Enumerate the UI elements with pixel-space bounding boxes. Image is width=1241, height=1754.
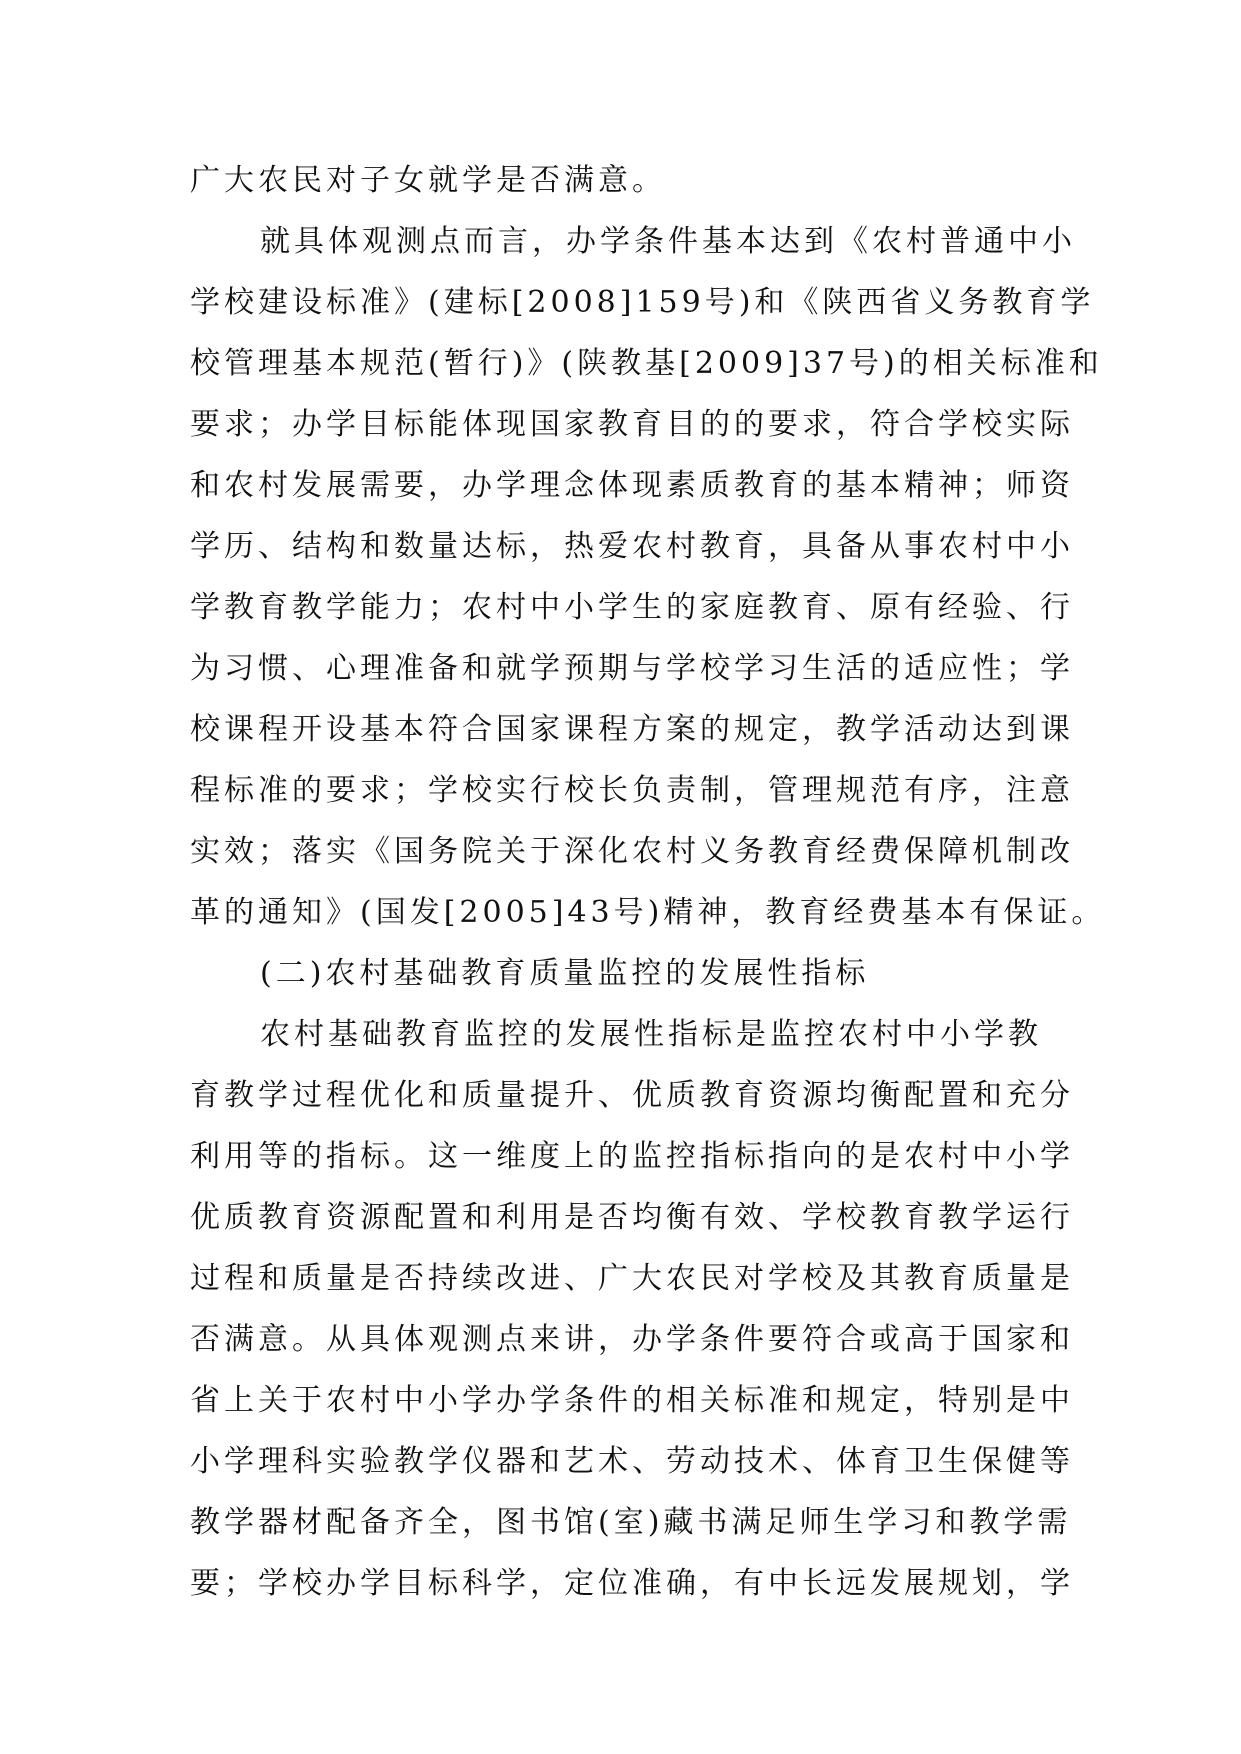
paragraph-line: 省上关于农村中小学办学条件的相关标准和规定，特别是中	[190, 1383, 1074, 1418]
paragraph-line: 过程和质量是否持续改进、广大农民对学校及其教育质量是	[190, 1261, 1074, 1296]
paragraph-line: 学校建设标准》(建标[2008]159号)和《陕西省义务教育学	[190, 285, 1095, 320]
paragraph-line: 否满意。从具体观测点来讲，办学条件要符合或高于国家和	[190, 1322, 1074, 1357]
paragraph-line: 利用等的指标。这一维度上的监控指标指向的是农村中小学	[190, 1139, 1074, 1174]
paragraph-line: 校课程开设基本符合国家课程方案的规定，教学活动达到课	[190, 712, 1074, 747]
paragraph-line: 育教学过程优化和质量提升、优质教育资源均衡配置和充分	[190, 1078, 1074, 1113]
paragraph-line: 为习惯、心理准备和就学预期与学校学习生活的适应性；学	[190, 651, 1074, 686]
paragraph-line: 就具体观测点而言，办学条件基本达到《农村普通中小	[260, 224, 1076, 259]
paragraph-line: 广大农民对子女就学是否满意。	[190, 163, 666, 198]
paragraph-line: 程标准的要求；学校实行校长负责制，管理规范有序，注意	[190, 773, 1074, 808]
body-text	[190, 150, 1106, 1614]
paragraph-line: 学教育教学能力；农村中小学生的家庭教育、原有经验、行	[190, 590, 1074, 625]
paragraph-line: 要；学校办学目标科学，定位准确，有中长远发展规划，学	[190, 1566, 1074, 1601]
paragraph-line: 农村基础教育监控的发展性指标是监控农村中小学教	[260, 1017, 1042, 1052]
paragraph-line: 革的通知》(国发[2005]43号)精神，教育经费基本有保证。	[190, 895, 1106, 930]
paragraph-line: 优质教育资源配置和利用是否均衡有效、学校教育教学运行	[190, 1200, 1074, 1235]
paragraph-line: 和农村发展需要，办学理念体现素质教育的基本精神；师资	[190, 468, 1074, 503]
paragraph-line: 教学器材配备齐全，图书馆(室)藏书满足师生学习和教学需	[190, 1505, 1072, 1540]
paragraph-line: 校管理基本规范(暂行)》(陕教基[2009]37号)的相关标准和	[190, 346, 1103, 381]
paragraph-line: 实效；落实《国务院关于深化农村义务教育经费保障机制改	[190, 834, 1074, 869]
section-heading: (二)农村基础教育质量监控的发展性指标	[260, 956, 870, 991]
paragraph-line: 小学理科实验教学仪器和艺术、劳动技术、体育卫生保健等	[190, 1444, 1074, 1479]
paragraph-line: 学历、结构和数量达标，热爱农村教育，具备从事农村中小	[190, 529, 1074, 564]
paragraph-line: 要求；办学目标能体现国家教育目的的要求，符合学校实际	[190, 407, 1074, 442]
